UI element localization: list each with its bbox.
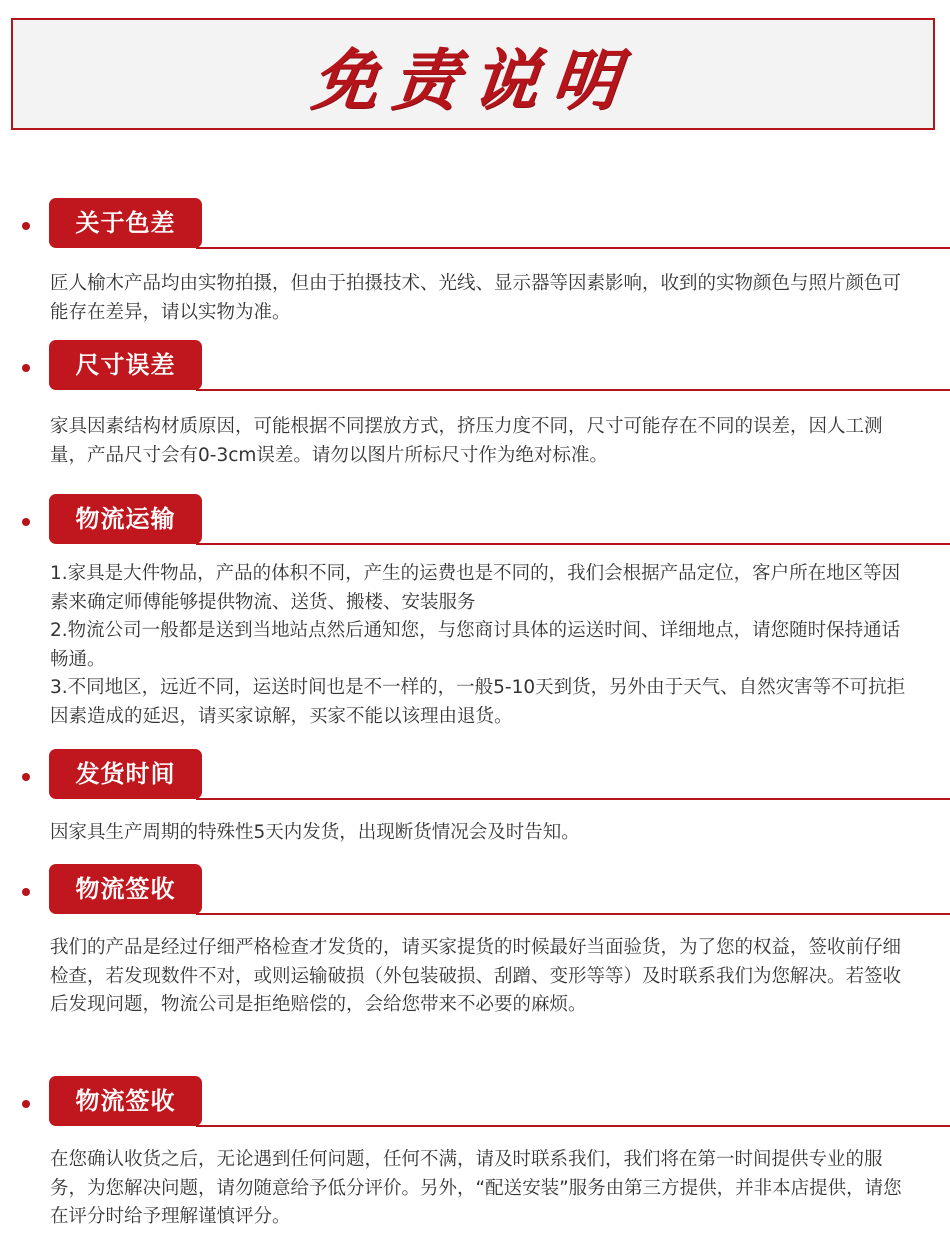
section-heading: 关于色差 xyxy=(49,198,202,248)
paragraph: 因家具生产周期的特殊性5天内发货，出现断货情况会及时告知。 xyxy=(50,822,580,843)
section-divider xyxy=(196,247,950,249)
section-heading: 物流签收 xyxy=(49,864,202,914)
section-divider xyxy=(196,389,950,391)
section-divider xyxy=(196,543,950,545)
bullet-icon xyxy=(22,518,30,526)
bullet-icon xyxy=(22,222,30,230)
section-divider xyxy=(196,798,950,800)
section-body xyxy=(50,413,916,470)
section-body xyxy=(50,270,916,327)
section-body xyxy=(50,819,916,848)
section-divider xyxy=(196,1125,950,1127)
paragraph: 匠人榆木产品均由实物拍摄，但由于拍摄技术、光线、显示器等因素影响，收到的实物颜色与照片颜色可能存在差异，请以实物为准。 xyxy=(50,273,902,323)
page-title: 免责说明 xyxy=(308,40,637,119)
paragraph: 在您确认收货之后，无论遇到任何问题，任何不满，请及时联系我们，我们将在第一时间提供专业的服务，为您解决问题，请勿随意给予低分评价。另外，“配送安装”服务由第三方提供，并非本店提供，请您在评分时给予理解谨慎评分。 xyxy=(50,1149,902,1227)
title-banner xyxy=(11,18,935,130)
section-body xyxy=(50,1146,916,1232)
paragraph: 2.物流公司一般都是送到当地站点然后通知您，与您商讨具体的运送时间、详细地点，请您随时保持通话畅通。 xyxy=(50,620,901,670)
section-heading: 物流签收 xyxy=(49,1076,202,1126)
section-heading: 发货时间 xyxy=(49,749,202,799)
paragraph: 家具因素结构材质原因，可能根据不同摆放方式，挤压力度不同，尺寸可能存在不同的误差，因人工测量，产品尺寸会有0-3cm误差。请勿以图片所标尺寸作为绝对标准。 xyxy=(50,416,883,466)
paragraph: 我们的产品是经过仔细严格检查才发货的，请买家提货的时候最好当面验货，为了您的权益，签收前仔细检查，若发现数件不对，或则运输破损（外包装破损、刮蹭、变形等等）及时联系我们为您解决。若签收后发现问题，物流公司是拒绝赔偿的，会给您带来不必要的麻烦。 xyxy=(50,937,902,1015)
paragraph: 1.家具是大件物品，产品的体积不同，产生的运费也是不同的，我们会根据产品定位，客户所在地区等因素来确定师傅能够提供物流、送货、搬楼、安装服务 xyxy=(50,563,901,613)
bullet-icon xyxy=(22,773,30,781)
section-body xyxy=(50,560,916,731)
bullet-icon xyxy=(22,364,30,372)
bullet-icon xyxy=(22,1100,30,1108)
section-divider xyxy=(196,913,950,915)
section-heading: 尺寸误差 xyxy=(49,340,202,390)
section-heading: 物流运输 xyxy=(49,494,202,544)
section-body xyxy=(50,934,916,1020)
paragraph: 3.不同地区，远近不同，运送时间也是不一样的，一般5-10天到货，另外由于天气、自然灾害等不可抗拒因素造成的延迟，请买家谅解，买家不能以该理由退货。 xyxy=(50,677,906,727)
bullet-icon xyxy=(22,888,30,896)
